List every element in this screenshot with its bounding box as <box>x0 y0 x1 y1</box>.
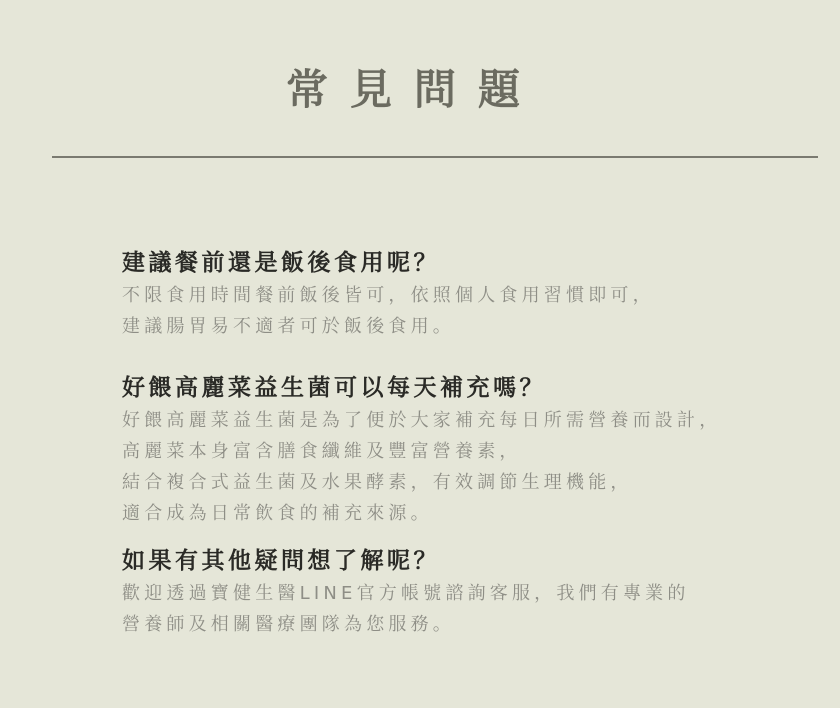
faq-answer <box>122 405 822 529</box>
faq-answer-line: 建議腸胃易不適者可於飯後食用。 <box>122 316 455 337</box>
faq-answer-line: 營養師及相關醫療團隊為您服務。 <box>122 614 455 635</box>
faq-answer <box>122 280 822 342</box>
faq-answer <box>122 578 822 640</box>
faq-answer-line: 結合複合式益生菌及水果酵素，有效調節生理機能， <box>122 472 633 493</box>
faq-question: 建議餐前還是飯後食用呢？ <box>122 250 440 276</box>
faq-answer-line: 歡迎透過寶健生醫LINE官方帳號諮詢客服，我們有專業的 <box>122 583 690 604</box>
faq-question: 如果有其他疑問想了解呢？ <box>122 548 440 574</box>
title-divider <box>52 156 818 158</box>
faq-answer-line: 好餵高麗菜益生菌是為了便於大家補充每日所需營養而設計， <box>122 410 722 431</box>
faq-question: 好餵高麗菜益生菌可以每天補充嗎？ <box>122 375 546 401</box>
faq-answer-line: 高麗菜本身富含膳食纖維及豐富營養素， <box>122 441 522 462</box>
faq-item <box>122 247 822 342</box>
faq-item <box>122 545 822 640</box>
faq-answer-line: 適合成為日常飲食的補充來源。 <box>122 503 433 524</box>
page-title: 常見問題 <box>285 65 542 114</box>
faq-item <box>122 372 822 529</box>
faq-answer-line: 不限食用時間餐前飯後皆可，依照個人食用習慣即可， <box>122 285 655 306</box>
